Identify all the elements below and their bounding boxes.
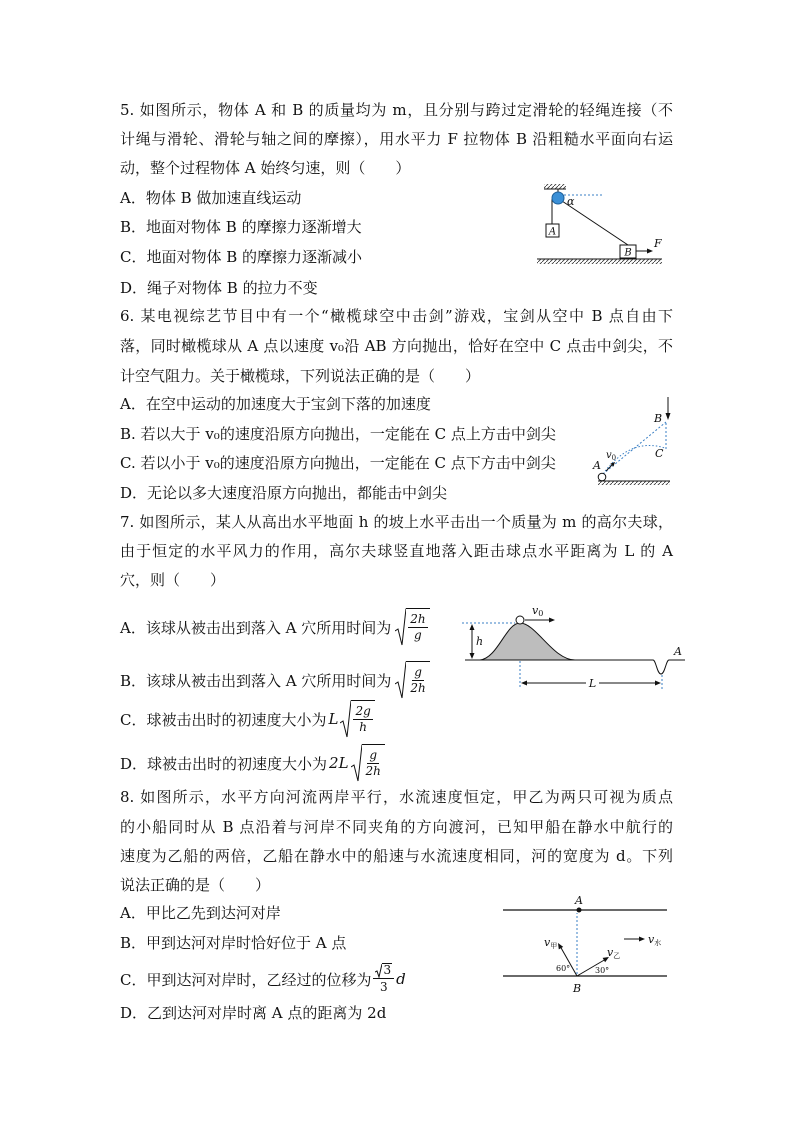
angle-alpha-label: α: [567, 195, 575, 208]
q8-stem-line-2: 的小船同时从 B 点沿着与河岸不同夹角的方向渡河，已知甲船在静水中航行的: [120, 818, 673, 836]
height-arrow-head-top: [470, 624, 475, 630]
hole-a: [653, 660, 669, 674]
q5-stem-line-2: 计绳与滑轮、滑轮与轴之间的摩擦），用水平力 F 拉物体 B 沿粗糙水平面向右运: [120, 130, 673, 148]
fraction-denominator: h: [359, 720, 367, 734]
radical-sign-icon: [351, 743, 362, 783]
q8-option-c-fraction: [373, 963, 394, 995]
fraction-numerator: [373, 963, 394, 979]
q8-option-d: D．乙到达河对岸时离 A 点的距离为 2d: [120, 1004, 387, 1022]
fraction-denominator: g: [414, 628, 422, 642]
point-b-label: B: [654, 412, 663, 425]
q7-option-d: [120, 743, 385, 783]
q8-stem-line-1: 8. 如图所示，水平方向河流两岸平行，水流速度恒定，甲乙为两只可视为质点: [120, 788, 673, 806]
fraction-numerator: g: [369, 748, 378, 762]
distance-l-label: L: [588, 677, 597, 690]
force-f-label: F: [654, 237, 662, 250]
q7-option-d-sqrt: [351, 743, 385, 783]
v-jia-arrow-head: [558, 943, 563, 949]
fraction-numerator: 2g: [355, 704, 371, 718]
q5-option-a: A．物体 B 做加速直线运动: [120, 189, 302, 207]
q7-option-a-sqrt: [395, 607, 429, 647]
ground-hatch: [537, 259, 662, 264]
q6-option-b: B. 若以大于 v₀的速度沿原方向抛出，一定能在 C 点上方击中剑尖: [120, 425, 556, 443]
q5-pulley-diagram: [530, 182, 670, 270]
q7-option-c: [120, 699, 375, 739]
q7-option-a: [120, 607, 430, 647]
q6-trajectory-diagram: [588, 395, 674, 490]
q6-stem-line-2: 落，同时橄榄球从 A 点以速度 v₀沿 AB 方向抛出，恰好在空中 C 点击中剑尖，不: [120, 337, 673, 355]
q7-option-b-sqrt: [395, 660, 429, 700]
q8-option-c-suffix: d: [396, 970, 406, 988]
v0-label: $v_0$: [606, 450, 617, 462]
q7-option-c-sqrt: [340, 699, 374, 739]
v0-arrow-head: [549, 618, 555, 623]
ground-hatch: [598, 481, 670, 485]
q6-option-c: C. 若以小于 v₀的速度沿原方向抛出，一定能在 C 点下方击中剑尖: [120, 454, 556, 472]
v-shui-label: v水: [648, 933, 662, 947]
radical-sign-icon: [395, 660, 406, 700]
angle-30-label: 30°: [595, 966, 610, 975]
q7-option-c-text: C．球被击出时的初速度大小为: [120, 710, 327, 729]
radical-sign-icon: [340, 699, 351, 739]
ceiling-hatch: [544, 184, 566, 189]
point-a-dot: [577, 908, 582, 913]
q7-stem-line-1: 7. 如图所示，某人从高出水平地面 h 的坡上水平击出一个质量为 m 的高尔夫球，: [120, 513, 673, 531]
block-a-label: A: [548, 226, 557, 238]
force-arrow-head: [647, 249, 653, 254]
q8-option-a: A．甲比乙先到达河对岸: [120, 904, 281, 922]
fraction-denominator: 2h: [410, 681, 426, 695]
q7-option-b: [120, 660, 430, 700]
q5-option-b: B．地面对物体 B 的摩擦力逐渐增大: [120, 218, 362, 236]
q6-option-a: A．在空中运动的加速度大于宝剑下落的加速度: [120, 395, 431, 413]
q6-stem-line-3: 计空气阻力。关于橄榄球，下列说法正确的是（ ）: [120, 367, 481, 385]
q7-option-c-coef: L: [328, 710, 339, 728]
v-jia-label: v甲: [544, 936, 558, 950]
v0-label: v0: [532, 604, 544, 618]
q5-stem-line-1: 5. 如图所示，物体 A 和 B 的质量均为 m，且分别与跨过定滑轮的轻绳连接（不: [120, 101, 673, 119]
q5-option-c: C．地面对物体 B 的摩擦力逐渐减小: [120, 248, 363, 266]
hill-slope: [480, 623, 575, 660]
q7-option-d-text: D．球被击出时的初速度大小为: [120, 754, 328, 773]
block-b-label: B: [624, 247, 632, 259]
fraction-denominator: 2h: [365, 764, 381, 778]
sword-fall-arrow-head: [666, 413, 671, 420]
rugby-ball-icon: [598, 473, 606, 481]
radicand: 3: [383, 963, 392, 977]
fraction-numerator: g: [414, 665, 422, 679]
q8-option-b: B．甲到达河对岸时恰好位于 A 点: [120, 934, 347, 952]
point-c-label: C: [655, 447, 664, 460]
hole-a-label: A: [674, 645, 682, 658]
point-a-label: A: [593, 459, 601, 472]
q8-stem-line-4: 说法正确的是（ ）: [120, 876, 271, 894]
golf-ball-icon: [516, 616, 524, 624]
q7-option-a-text: A．该球从被击出到落入 A 穴所用时间为: [120, 618, 392, 637]
q7-option-d-coef: 2L: [329, 754, 349, 772]
distance-arrow-head-right: [655, 681, 661, 686]
radical-sign-icon: [395, 607, 406, 647]
q7-stem-line-2: 由于恒定的水平风力的作用，高尔夫球竖直地落入距击球点水平距离为 L 的 A: [120, 542, 673, 560]
q6-option-d: D．无论以多大速度沿原方向抛出，都能击中剑尖: [120, 484, 448, 502]
q5-stem-line-3: 动，整个过程物体 A 始终匀速，则（ ）: [120, 159, 411, 177]
height-arrow-head-bottom: [470, 653, 475, 659]
height-h-label: h: [476, 635, 484, 648]
v-yi-label: v乙: [607, 946, 621, 960]
angle-60-label: 60°: [556, 964, 571, 973]
q8-option-c-text: C．甲到达河对岸时，乙经过的位移为: [120, 970, 372, 989]
q5-option-d: D．绳子对物体 B 的拉力不变: [120, 279, 318, 297]
point-a-label: A: [575, 894, 583, 907]
point-b-label: B: [572, 982, 582, 995]
q6-stem-line-1: 6. 某电视综艺节目中有一个“橄榄球空中击剑”游戏，宝剑从空中 B 点自由下: [120, 307, 673, 325]
v-shui-arrow-head: [639, 937, 645, 942]
fraction-numerator: 2h: [410, 612, 426, 626]
fraction-denominator: 3: [379, 980, 388, 994]
q7-golf-diagram: [458, 598, 690, 694]
q8-stem-line-3: 速度为乙船的两倍，乙船在静水中的船速与水流速度相同，河的宽度为 d。下列: [120, 847, 673, 865]
distance-arrow-head-left: [521, 681, 527, 686]
q7-stem-line-3: 穴，则（ ）: [120, 571, 226, 589]
q8-option-c: [120, 959, 406, 999]
radical-sign-icon: [375, 963, 382, 978]
q8-river-diagram: [498, 893, 673, 998]
pulley-icon: [552, 192, 564, 204]
q7-option-b-text: B．该球从被击出到落入 A 穴所用时间为: [120, 671, 392, 690]
